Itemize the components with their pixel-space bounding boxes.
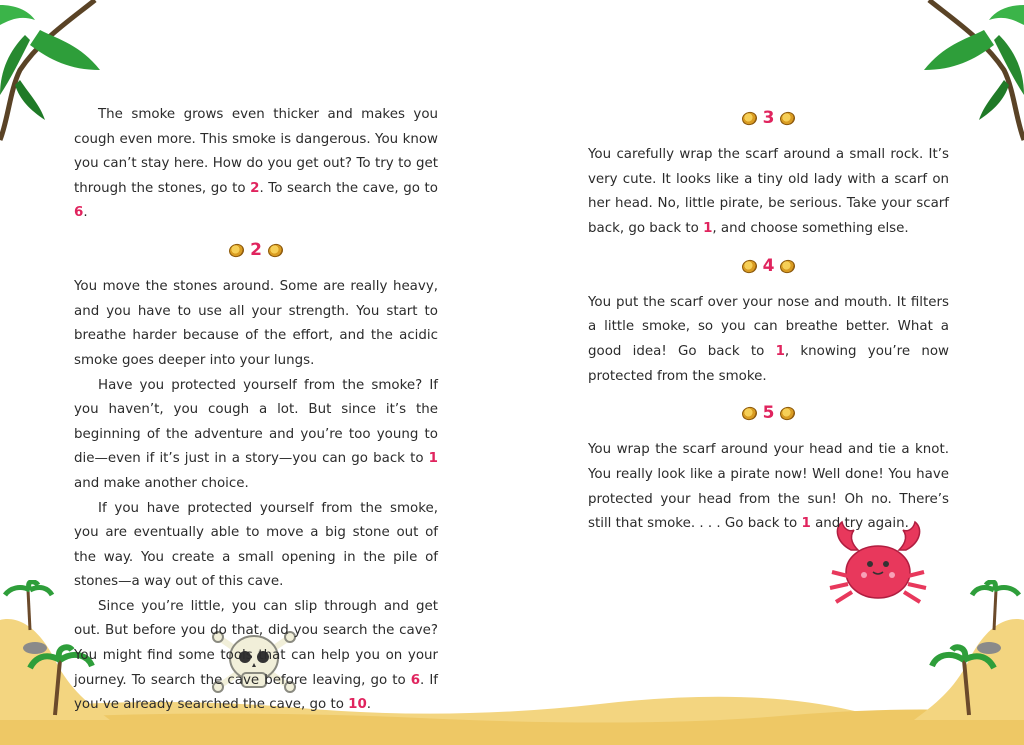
section-reference: 1 — [775, 343, 785, 359]
story-paragraph: You wrap the scarf around your head and tie a knot. You really look like a pirate now! Well done! You have protected your head from the sun! Oh no. There’s still that smoke. . . . Go back to 1 and try again. — [588, 442, 949, 532]
section-reference: 10 — [348, 697, 367, 713]
coin-icon — [740, 110, 758, 126]
coin-icon — [779, 110, 797, 126]
section-number: 4 — [762, 255, 775, 276]
right-sections — [588, 106, 949, 536]
section-number: 2 — [250, 240, 262, 261]
section-reference: 6 — [74, 205, 84, 221]
section-number: 5 — [762, 403, 775, 424]
coin-icon — [779, 405, 797, 421]
section-number: 3 — [762, 108, 775, 129]
story-paragraph: Since you’re little, you can slip through and get out. But before you do that, did you search the cave? You might find some tools that can help you on your journey. To search the cave before leaving, go to 6. If you’ve already searched the cave, go to 10. — [74, 598, 438, 713]
left-page-text — [74, 103, 438, 718]
story-paragraph: You put the scarf over your nose and mouth. It filters a little smoke, so you can breathe better. What a good idea! Go back to 1, knowing you’re now protected from the smoke. — [588, 294, 949, 384]
right-page-text — [588, 94, 949, 537]
coin-icon — [740, 258, 758, 274]
story-paragraph: You move the stones around. Some are really heavy, and you have to use all your strength. You start to breathe harder because of the effort, and the acidic smoke goes deeper into your lungs. — [74, 279, 438, 368]
left-sections — [74, 238, 438, 718]
coin-icon — [779, 258, 797, 274]
section-reference: 6 — [410, 672, 421, 688]
story-paragraph: Have you protected yourself from the smoke? If you haven’t, you cough a lot. But since it’s the beginning of the adventure and you’re too young to die—even if it’s just in a story—you can go back to 1 and make another choice. — [74, 377, 438, 491]
intro-block — [74, 103, 438, 226]
section-reference: 1 — [703, 220, 713, 236]
section-heading — [588, 106, 949, 131]
story-paragraph: If you have protected yourself from the smoke, you are eventually able to move a big stone out of the way. You create a small opening in the pile of stones—a way out of this cave. — [74, 500, 438, 590]
coin-icon — [740, 405, 758, 421]
coin-icon — [228, 242, 246, 258]
section-reference: 2 — [250, 180, 260, 196]
section-heading — [588, 401, 949, 426]
story-paragraph: You carefully wrap the scarf around a small rock. It’s very cute. It looks like a tiny old lady with a scarf on her head. No, little pirate, be serious. Take your scarf back, go back to 1, and choose something else. — [588, 147, 949, 236]
section-heading — [588, 254, 949, 279]
section-reference: 1 — [801, 516, 811, 532]
coin-icon — [266, 242, 284, 258]
section-heading — [74, 238, 438, 263]
right-page — [512, 0, 1024, 745]
section-reference: 1 — [428, 451, 438, 467]
story-paragraph: The smoke grows even thicker and makes you cough even more. This smoke is dangerous. You know you can’t stay here. How do you get out? To try to get through the stones, go to 2. To search the cave, go to 6. — [74, 107, 438, 221]
